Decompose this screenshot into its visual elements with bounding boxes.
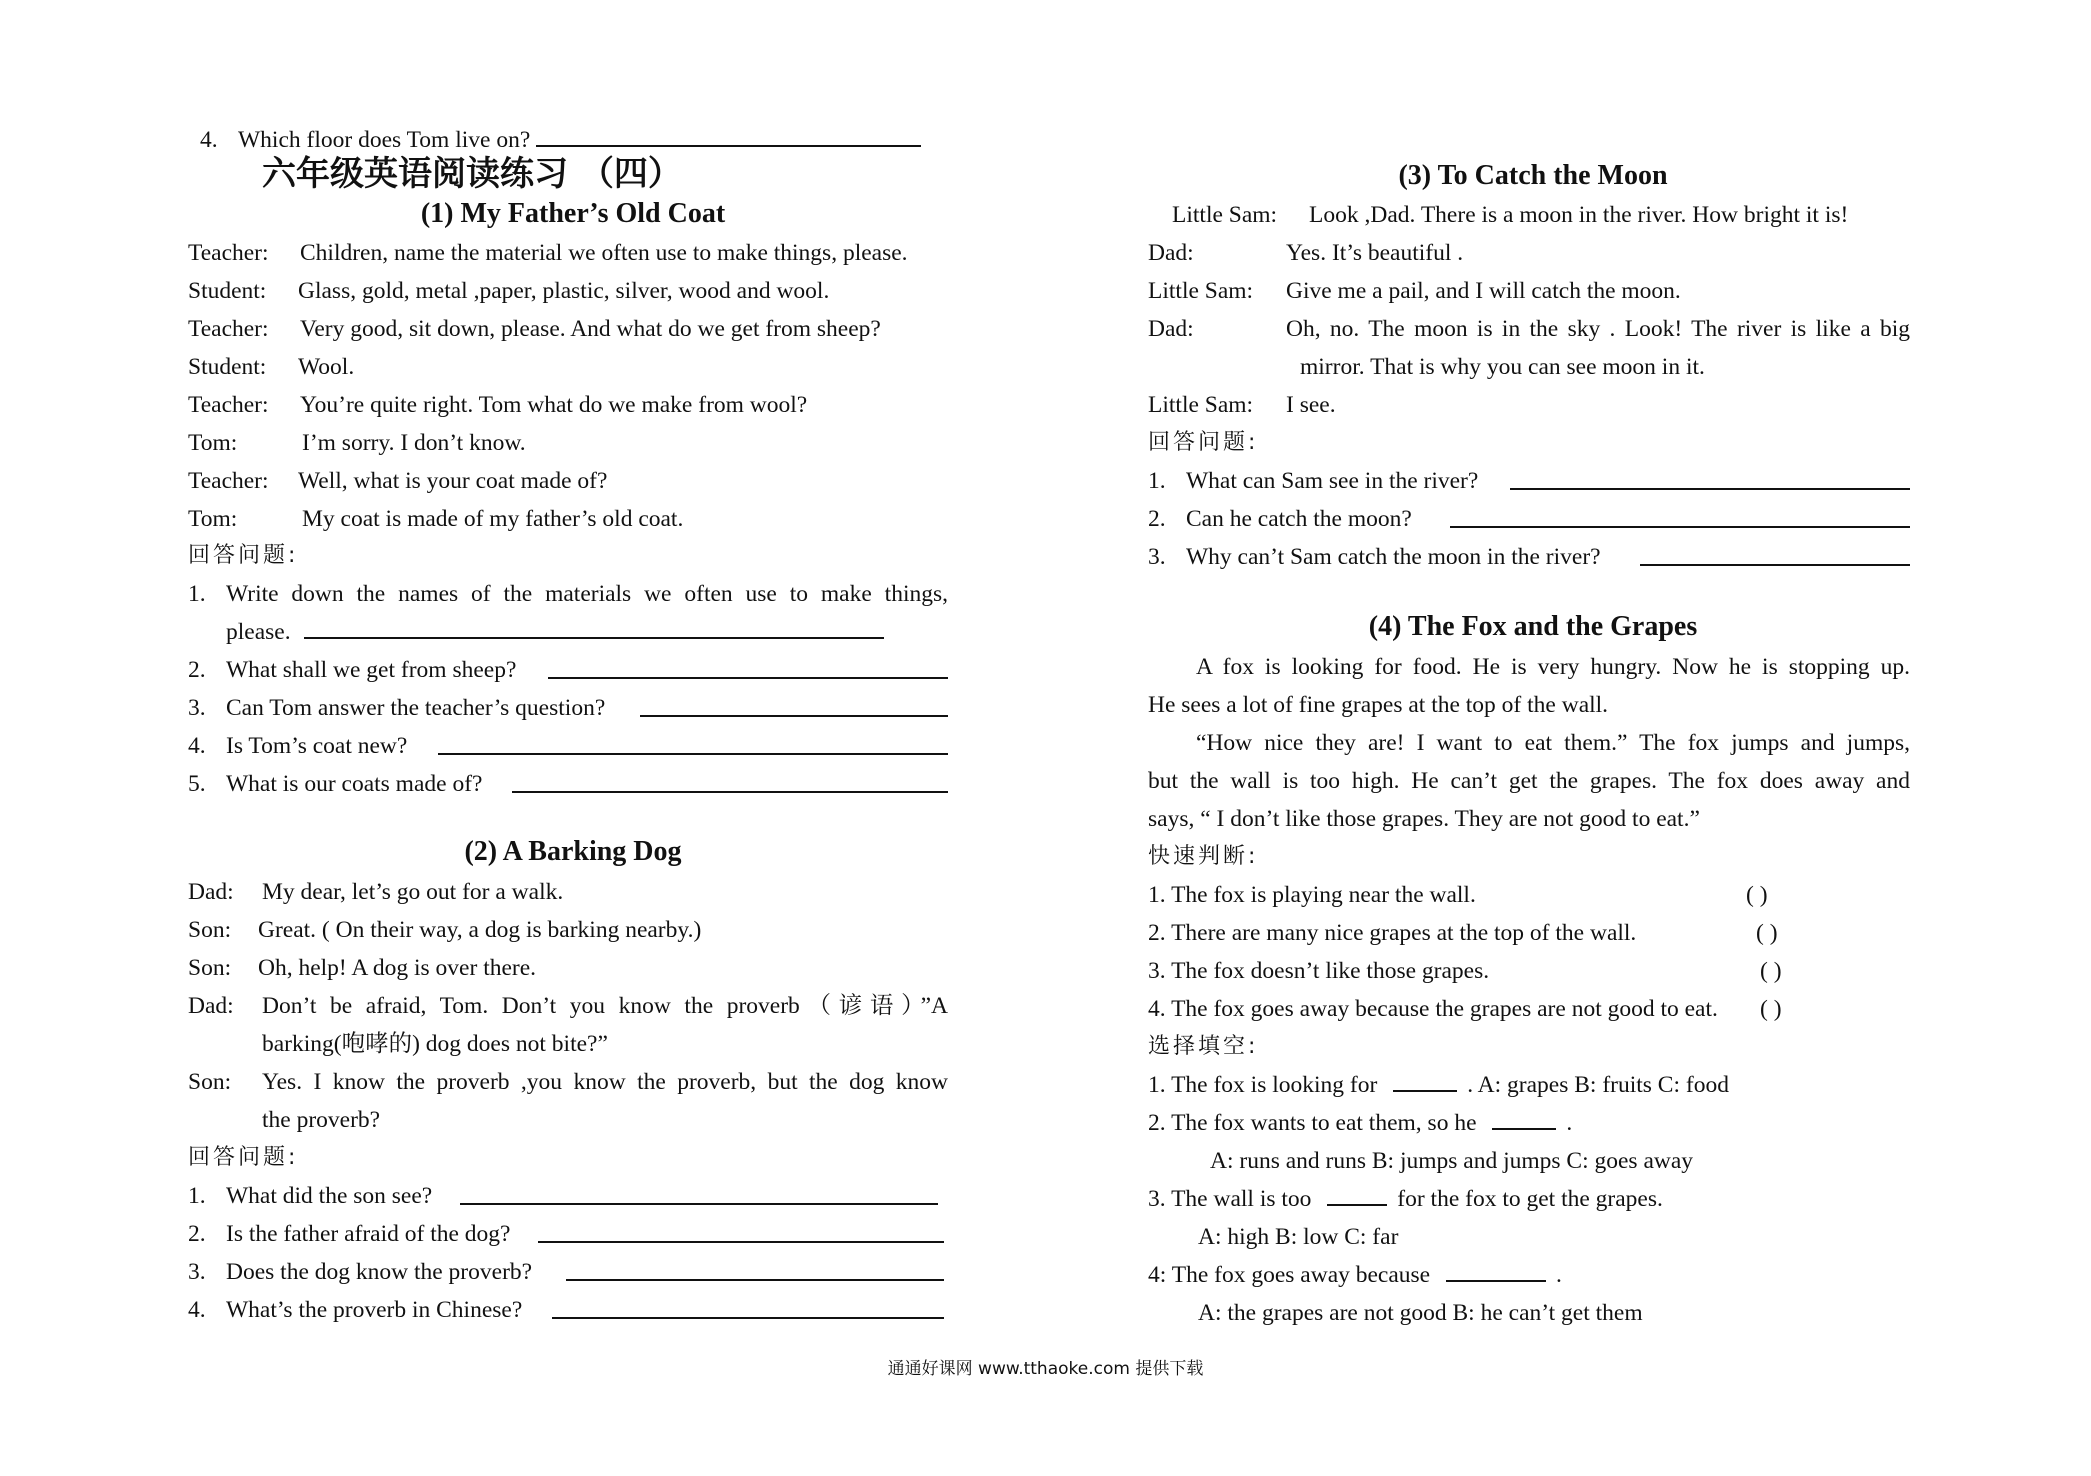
question-text: please.	[226, 619, 291, 645]
question-text: Is Tom’s coat new?	[226, 733, 408, 759]
choice-item	[1148, 1258, 1562, 1292]
speaker: Student:	[188, 278, 267, 304]
question-number: 4.	[188, 1297, 206, 1323]
dialogue-line	[1148, 274, 1681, 308]
choice-text: for the fox to get the grapes.	[1397, 1186, 1663, 1212]
choice-text: 3. The wall is too	[1148, 1186, 1312, 1212]
dialogue-text: Don’t be afraid, Tom. Don’t you know the proverb（谚语）”A	[262, 993, 948, 1019]
speaker: Little Sam:	[1148, 278, 1254, 304]
judge-item	[1148, 916, 1910, 950]
question-item	[188, 729, 948, 763]
question-item	[1148, 502, 1910, 536]
instruction: 回答问题:	[1148, 430, 1259, 455]
dialogue-line	[188, 350, 354, 384]
answer-blank[interactable]	[640, 714, 948, 717]
speaker: Dad:	[188, 993, 234, 1019]
question-number: 2.	[188, 657, 206, 683]
dialogue-text: You’re quite right. Tom what do we make from wool?	[300, 392, 808, 418]
choice-options: A: runs and runs B: jumps and jumps C: goes away	[1210, 1148, 1694, 1174]
dialogue-text: Great. ( On their way, a dog is barking nearby.)	[258, 917, 702, 943]
section3-title: (3) To Catch the Moon	[1398, 160, 1668, 191]
dialogue-text: Look ,Dad. There is a moon in the river. How bright it is!	[1309, 202, 1849, 228]
paragraph-line: says, “ I don’t like those grapes. They are not good to eat.”	[1148, 806, 1700, 832]
question-text: Why can’t Sam catch the moon in the river?	[1186, 544, 1601, 570]
question-text: What is our coats made of?	[226, 771, 483, 797]
question-text: Does the dog know the proverb?	[226, 1259, 533, 1285]
dialogue-text: Yes. I know the proverb ,you know the proverb, but the dog know	[262, 1069, 948, 1095]
dialogue-line	[1148, 236, 1463, 270]
question-item	[1148, 464, 1910, 498]
answer-parens[interactable]: ( )	[1760, 958, 1782, 984]
speaker: Student:	[188, 354, 267, 380]
section2-title: (2) A Barking Dog	[464, 836, 682, 867]
choice-item	[1148, 1068, 1729, 1102]
question-text: Which floor does Tom live on?	[238, 127, 531, 153]
question-number: 5.	[188, 771, 206, 797]
question-item	[188, 1255, 944, 1289]
dialogue-line	[188, 913, 701, 947]
answer-blank[interactable]	[1446, 1279, 1546, 1282]
choice-options: A: the grapes are not good B: he can’t get them	[1198, 1300, 1643, 1326]
answer-blank[interactable]	[304, 636, 884, 639]
question-item	[188, 1217, 944, 1251]
answer-blank[interactable]	[438, 752, 948, 755]
answer-parens[interactable]: ( )	[1756, 920, 1778, 946]
question-number: 1.	[1148, 468, 1166, 494]
dialogue-line	[1148, 312, 1910, 346]
answer-blank[interactable]	[460, 1202, 938, 1205]
speaker: Tom:	[188, 430, 238, 456]
dialogue-text: I’m sorry. I don’t know.	[302, 430, 526, 456]
speaker: Dad:	[1148, 240, 1194, 266]
choice-item	[1148, 1182, 1663, 1216]
answer-parens[interactable]: ( )	[1746, 882, 1768, 908]
dialogue-text: Children, name the material we often use to make things, please.	[300, 240, 908, 266]
dialogue-text: Yes. It’s beautiful .	[1286, 240, 1464, 266]
section4-title: (4) The Fox and the Grapes	[1368, 611, 1698, 642]
dialogue-line-continued: mirror. That is why you can see moon in it.	[1300, 354, 1705, 380]
question-text: Write down the names of the materials we often use to make things,	[226, 581, 948, 607]
question-item	[188, 767, 948, 801]
question-number: 3.	[188, 695, 206, 721]
choice-text: .	[1566, 1110, 1573, 1136]
question-text: What’s the proverb in Chinese?	[226, 1297, 523, 1323]
question-item	[1148, 540, 1910, 574]
question-number: 3.	[1148, 544, 1166, 570]
dialogue-line	[188, 875, 563, 909]
choice-item	[1148, 1106, 1572, 1140]
dialogue-text: I see.	[1286, 392, 1336, 418]
dialogue-line-continued: the proverb?	[262, 1107, 381, 1133]
dialogue-text: Well, what is your coat made of?	[298, 468, 608, 494]
judge-item	[1148, 954, 1910, 988]
question-text: What can Sam see in the river?	[1186, 468, 1479, 494]
question-text: Can Tom answer the teacher’s question?	[226, 695, 606, 721]
page-title: 六年级英语阅读练习 （四）	[262, 154, 682, 194]
answer-parens[interactable]: ( )	[1760, 996, 1782, 1022]
speaker: Teacher:	[188, 468, 269, 494]
paragraph-line: but the wall is too high. He can’t get the grapes. The fox does away and	[1148, 768, 1910, 794]
question-item	[188, 691, 948, 725]
answer-blank[interactable]	[536, 144, 921, 147]
judge-text: 1. The fox is playing near the wall.	[1148, 882, 1476, 908]
judge-item	[1148, 992, 1910, 1026]
dialogue-line	[188, 951, 536, 985]
answer-blank[interactable]	[548, 676, 948, 679]
judge-text: 3. The fox doesn’t like those grapes.	[1148, 958, 1490, 984]
answer-blank[interactable]	[538, 1240, 944, 1243]
question-number: 2.	[1148, 506, 1166, 532]
choice-options: A: high B: low C: far	[1198, 1224, 1399, 1250]
choice-text: 1. The fox is looking for	[1148, 1072, 1378, 1098]
paragraph-line: A fox is looking for food. He is very hungry. Now he is stopping up.	[1196, 654, 1910, 680]
judge-item	[1148, 878, 1910, 912]
dialogue-line	[188, 426, 526, 460]
question-item	[188, 577, 948, 611]
question-item	[188, 653, 948, 687]
question-number: 4.	[188, 733, 206, 759]
dialogue-line	[188, 274, 829, 308]
dialogue-line	[188, 312, 881, 346]
judge-text: 2. There are many nice grapes at the top of the wall.	[1148, 920, 1637, 946]
speaker: Teacher:	[188, 392, 269, 418]
choice-text: .	[1556, 1262, 1562, 1288]
answer-blank[interactable]	[552, 1316, 944, 1319]
speaker: Son:	[188, 917, 232, 943]
answer-blank[interactable]	[1492, 1127, 1556, 1130]
judge-text: 4. The fox goes away because the grapes are not good to eat.	[1148, 996, 1718, 1022]
question-number: 4.	[200, 127, 218, 153]
question-number: 1.	[188, 581, 206, 607]
speaker: Son:	[188, 955, 232, 981]
instruction: 回答问题:	[188, 543, 299, 568]
question-text: Is the father afraid of the dog?	[226, 1221, 511, 1247]
instruction: 选择填空:	[1148, 1034, 1259, 1059]
dialogue-line	[188, 236, 908, 270]
dialogue-line	[188, 502, 683, 536]
choice-text: 2. The fox wants to eat them, so he	[1148, 1110, 1477, 1136]
dialogue-text: Give me a pail, and I will catch the moon.	[1286, 278, 1681, 304]
dialogue-line	[188, 989, 948, 1023]
question-item	[188, 1293, 944, 1327]
speaker: Tom:	[188, 506, 238, 532]
dialogue-line	[188, 388, 807, 422]
paragraph-line: He sees a lot of fine grapes at the top of the wall.	[1148, 692, 1609, 718]
dialogue-text: Glass, gold, metal ,paper, plastic, silver, wood and wool.	[298, 278, 830, 304]
question-item	[188, 1179, 938, 1213]
section1-title: (1) My Father’s Old Coat	[420, 198, 726, 229]
answer-blank[interactable]	[1450, 525, 1910, 528]
dialogue-line	[1148, 388, 1336, 422]
paragraph-line: “How nice they are! I want to eat them.” The fox jumps and jumps,	[1196, 730, 1910, 756]
speaker: Teacher:	[188, 240, 269, 266]
dialogue-text: Very good, sit down, please. And what do we get from sheep?	[300, 316, 881, 342]
answer-blank[interactable]	[1640, 563, 1910, 566]
answer-blank[interactable]	[1393, 1089, 1457, 1092]
choice-options: . A: grapes B: fruits C: food	[1467, 1072, 1729, 1098]
speaker: Dad:	[1148, 316, 1194, 342]
question-text: What shall we get from sheep?	[226, 657, 517, 683]
top-question	[200, 123, 921, 157]
choice-text: 4: The fox goes away because	[1148, 1262, 1431, 1288]
answer-blank[interactable]	[512, 790, 948, 793]
dialogue-line	[188, 464, 607, 498]
speaker: Little Sam:	[1148, 392, 1254, 418]
dialogue-text: My coat is made of my father’s old coat.	[302, 506, 684, 532]
instruction: 快速判断:	[1148, 844, 1259, 869]
dialogue-text: Oh, no. The moon is in the sky . Look! The river is like a big	[1286, 316, 1910, 342]
answer-blank[interactable]	[1510, 487, 1910, 490]
footer-watermark: 通通好课网 www.tthaoke.com 提供下载	[887, 1359, 1204, 1379]
question-text: What did the son see?	[226, 1183, 433, 1209]
speaker: Little Sam:	[1172, 202, 1278, 228]
speaker: Dad:	[188, 879, 234, 905]
speaker: Teacher:	[188, 316, 269, 342]
dialogue-text: Wool.	[298, 354, 355, 380]
question-number: 1.	[188, 1183, 206, 1209]
dialogue-text: My dear, let’s go out for a walk.	[262, 879, 564, 905]
dialogue-line	[1172, 198, 1848, 232]
answer-blank[interactable]	[1327, 1203, 1387, 1206]
question-text: Can he catch the moon?	[1186, 506, 1412, 532]
dialogue-line-continued: barking(咆哮的) dog does not bite?”	[262, 1031, 608, 1057]
dialogue-line	[188, 1065, 948, 1099]
question-item-continued	[226, 615, 884, 649]
question-number: 3.	[188, 1259, 206, 1285]
answer-blank[interactable]	[566, 1278, 944, 1281]
speaker: Son:	[188, 1069, 232, 1095]
instruction: 回答问题:	[188, 1145, 299, 1170]
question-number: 2.	[188, 1221, 206, 1247]
dialogue-text: Oh, help! A dog is over there.	[258, 955, 537, 981]
